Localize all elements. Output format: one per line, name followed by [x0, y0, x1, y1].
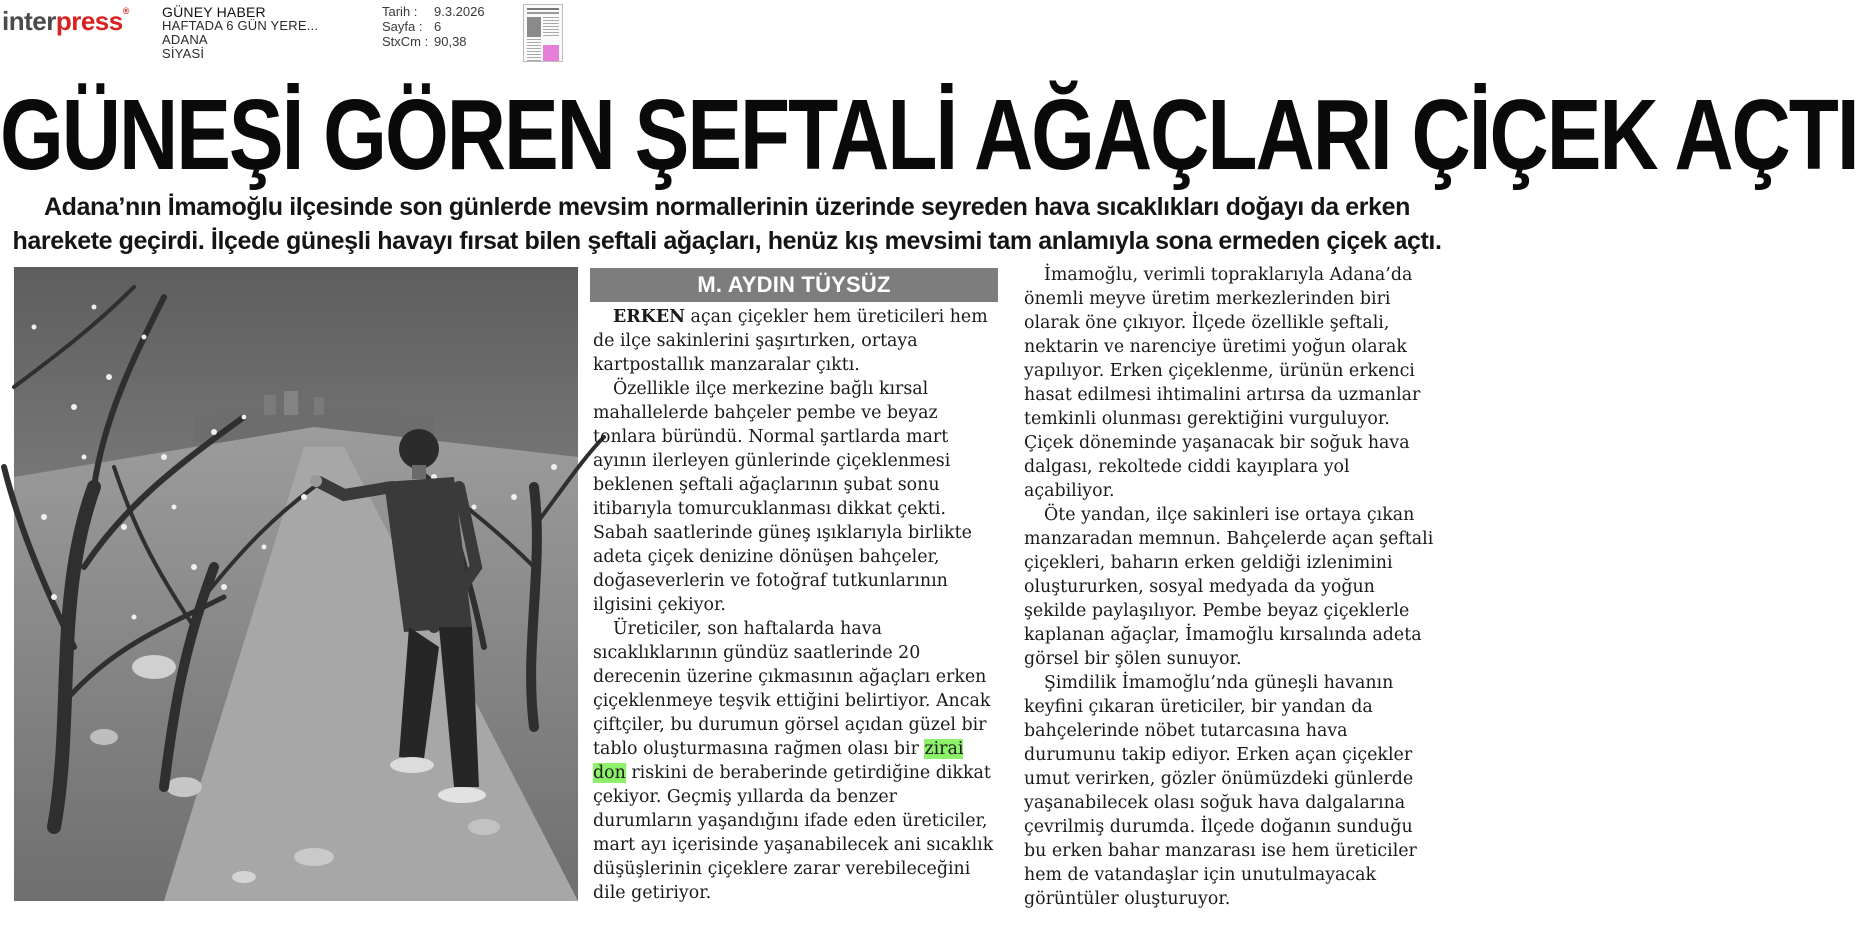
article-column-right	[1024, 263, 1434, 911]
orchard-photo-illustration	[14, 267, 578, 901]
article-paragraph	[593, 617, 999, 905]
logo-text-press: press	[55, 6, 123, 36]
thumbnail-text-block	[543, 17, 559, 37]
publication-info	[162, 5, 372, 61]
publication-frequency: HAFTADA 6 GÜN YERE...	[162, 18, 319, 33]
meta-page-value: 6	[434, 19, 442, 34]
logo-registered-mark: ®	[122, 6, 129, 16]
article-paragraph: Özellikle ilçe merkezine bağlı kırsal mahallelerde bahçeler pembe ve beyaz tonlara büründü. Normal şartlarda mart ayının ilerleyen günlerinde çiçeklenmesi beklenen şeftali ağaçlarının şubat sonu itibarıyla tomurcuklanması dikkat çekti. Sabah saatlerinde güneş ışıklarıyla birlikte adeta çiçek denizine dönüşen bahçeler, doğaseverlerin ve fotoğraf tutkunlarının ilgisini çekiyor.	[593, 379, 972, 615]
paragraph-lead-word: ERKEN	[613, 307, 685, 327]
paragraph-text: riskini de beraberinde getirdiğine dikkat çekiyor. Geçmiş yıllarda da benzer durumların yaşandığını ifade eden üreticiler, mart ayı içerisinde yaşanabilecek ani sıcaklık düşüşlerinin çiçeklere zarar verebileceğini dile getiriyor.	[593, 763, 994, 903]
publication-category: SİYASİ	[162, 46, 205, 61]
meta-date-label: Tarih :	[382, 4, 418, 19]
article-byline: M. AYDIN TÜYSÜZ	[590, 268, 998, 302]
article-deck	[8, 190, 1446, 258]
paragraph-text: Üreticiler, son haftalarda hava sıcaklıklarının gündüz saatlerinde 20 derecenin üzerine çıkmasının ağaçları erken çiçeklenmeye teşvik ettiğini belirtiyor. Ancak çiftçiler, bu durumun görsel açıdan güzel bir tablo oluşturmasına rağmen olası bir	[593, 619, 991, 759]
meta-page-row	[382, 19, 512, 34]
meta-date-row	[382, 4, 512, 19]
thumbnail-line	[527, 8, 559, 10]
article-paragraph: İmamoğlu, verimli topraklarıyla Adana’da önemli meyve üretim merkezlerinden biri olarak öne çıkıyor. İlçede özellikle şeftali, nektarin ve narenciye üretimi yoğun olarak yapılıyor. Erken çiçeklenme, ürünün erkenci hasat edilmesi ihtimalini artırsa da uzmanlar temkinli olunması gerektiğini vurguluyor. Çiçek döneminde yaşanacak bir soğuk hava dalgası, rekoltede ciddi kayıplara yol açabiliyor.	[1024, 265, 1421, 501]
article-paragraph: Şimdilik İmamoğlu’nda güneşli havanın keyfini çıkaran üreticiler, bir yandan da bahçelerinde nöbet tutarcasına hava durumunu takip ediyor. Erken açan çiçekler umut verirken, gözler önümüzdeki günlerde yaşanabilecek olası soğuk hava dalgalarına çevrilmiş durumda. İlçede doğanın sunduğu bu erken bahar manzarası ise hem üreticiler hem de vatandaşlar için unutulmayacak görüntüler oluşturuyor.	[1024, 673, 1417, 909]
deck-line-1: Adana’nın İmamoğlu ilçesinde son günlerde mevsim normallerinin üzerinde seyreden hava sıcaklıkları doğayı da erken	[44, 193, 1410, 221]
logo-text-inter: inter	[2, 6, 56, 36]
highlighted-keyword: zirai don	[593, 739, 964, 783]
meta-stxcm-label: StxCm :	[382, 34, 429, 49]
publication-city: ADANA	[162, 32, 208, 47]
article-headline: GÜNEŞİ GÖREN ŞEFTALİ AĞAÇLARI ÇİÇEK AÇTI	[0, 79, 1858, 191]
article-column-middle	[593, 305, 999, 905]
clipping-meta	[382, 4, 512, 49]
thumbnail-text-block	[527, 39, 541, 61]
thumbnail-highlight-block	[543, 45, 559, 61]
meta-page-label: Sayfa :	[382, 19, 423, 34]
meta-stxcm-value: 90,38	[434, 34, 467, 49]
article-paragraph	[593, 305, 999, 377]
meta-stxcm-row	[382, 34, 512, 49]
meta-date-value: 9.3.2026	[434, 4, 485, 19]
article-photo	[14, 267, 578, 901]
deck-line-2: harekete geçirdi. İlçede güneşli havayı fırsat bilen şeftali ağaçları, henüz kış mevsimi tam anlamıyla sona ermeden çiçek açtı.	[12, 227, 1442, 255]
thumbnail-photo-block	[527, 17, 541, 37]
thumbnail-line	[527, 12, 559, 14]
publication-name: GÜNEY HABER	[162, 4, 266, 20]
interpress-logo	[2, 4, 129, 38]
paragraph-text: açan çiçekler hem üreticileri hem de ilçe sakinlerini şaşırtırken, ortaya kartpostallık manzaralar çıktı.	[593, 307, 988, 375]
page-thumbnail[interactable]	[523, 4, 563, 62]
article-paragraph: Öte yandan, ilçe sakinleri ise ortaya çıkan manzaradan memnun. Bahçelerde açan şeftali çiçekleri, baharın erken geldiği izlenimini oluştururken, sosyal medyada da yoğun şekilde paylaşılıyor. Pembe beyaz çiçeklerle kaplanan ağaçlar, İmamoğlu kırsalında adeta görsel bir şölen sunuyor.	[1024, 505, 1434, 669]
